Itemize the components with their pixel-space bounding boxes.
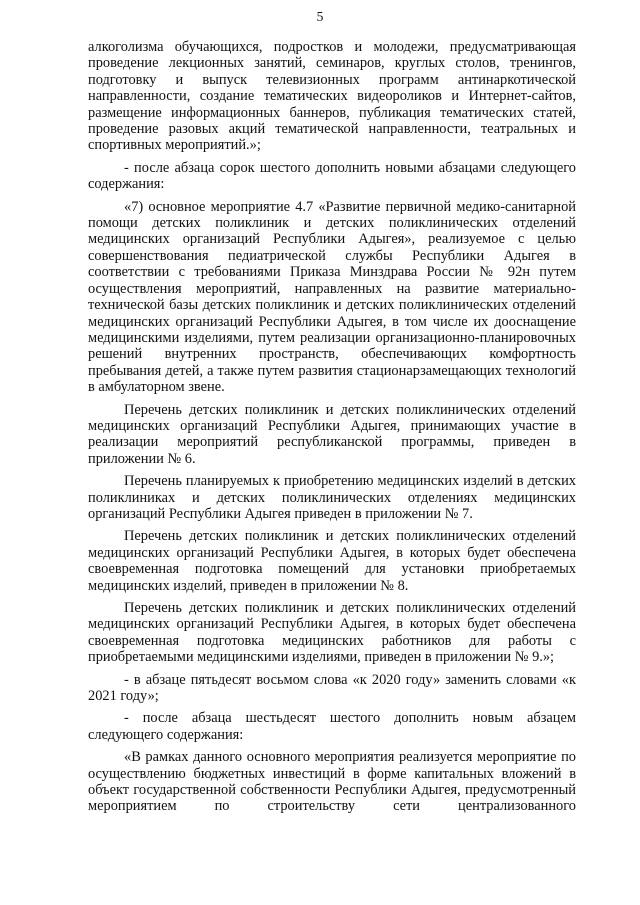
paragraph-measure-4-7: «7) основное мероприятие 4.7 «Развитие первичной медико-санитарной помощи детских поликлиник и детских поликлинических отделений медицинских организаций Республики Адыгея», реализуемое с целью совершенствования педиатрической службы Республики Адыгея в соответствии с требованиями Приказа Минздрава России № 92н путем осуществления мероприятий, направленных на развитие материально-технической базы детских поликлиник и детских поликлинических отделений медицинских организаций Республики Адыгея, в том числе их дооснащение медицинскими изделиями, путем реализации организационно-планировочных решений внутренних пространств, обеспечивающих комфортность пребывания детей, а также путем развития стационарзамещающих технологий в амбулаторном звене. — [88, 198, 576, 396]
paragraph-amendment-after-46: - после абзаца сорок шестого дополнить новыми абзацами следующего содержания: — [88, 159, 576, 193]
paragraph-appendix-9: Перечень детских поликлиник и детских поликлинических отделений медицинских организаций Республики Адыгея, в которых будет обеспечена своевременная подготовка медицинских работников для работы с приобретаемыми медицинскими изделиями, приведен в приложении № 9.»; — [88, 600, 576, 666]
paragraph-appendix-7: Перечень планируемых к приобретению медицинских изделий в детских поликлиниках и детских поликлинических отделениях медицинских организаций Республики Адыгея приведен в приложении № 7. — [88, 473, 576, 522]
paragraph-continuation: алкоголизма обучающихся, подростков и молодежи, предусматривающая проведение лекционных занятий, семинаров, круглых столов, тренингов, подготовку и выпуск телевизионных программ антинаркотической направленности, создание тематических видеороликов и Интернет-сайтов, размещение информационных баннеров, публикация тематических статей, проведение разовых акций тематической направленности, театральных и спортивных мероприятий.»; — [88, 39, 576, 154]
paragraph-amendment-58: - в абзаце пятьдесят восьмом слова «к 2020 году» заменить словами «к 2021 году»; — [88, 671, 576, 705]
page-number: 5 — [316, 9, 324, 24]
paragraph-amendment-after-66: - после абзаца шестьдесят шестого дополнить новым абзацем следующего содержания: — [88, 710, 576, 743]
paragraph-appendix-6: Перечень детских поликлиник и детских поликлинических отделений медицинских организаций Республики Адыгея, принимающих участие в реализации мероприятий республиканской программы, приведен в приложении № 6. — [88, 401, 576, 467]
paragraph-appendix-8: Перечень детских поликлиник и детских поликлинических отделений медицинских организаций Республики Адыгея, в которых будет обеспечена своевременная подготовка помещений для установки приобретаемых медицинских изделий, приведен в приложении № 8. — [88, 528, 576, 594]
document-body — [88, 39, 576, 815]
paragraph-capital-investment: «В рамках данного основного мероприятия реализуется мероприятие по осуществлению бюджетных инвестиций в форме капитальных вложений в объект государственной собственности Республики Адыгея, предусмотренный мероприятием по строительству сети централизованного — [88, 749, 576, 815]
